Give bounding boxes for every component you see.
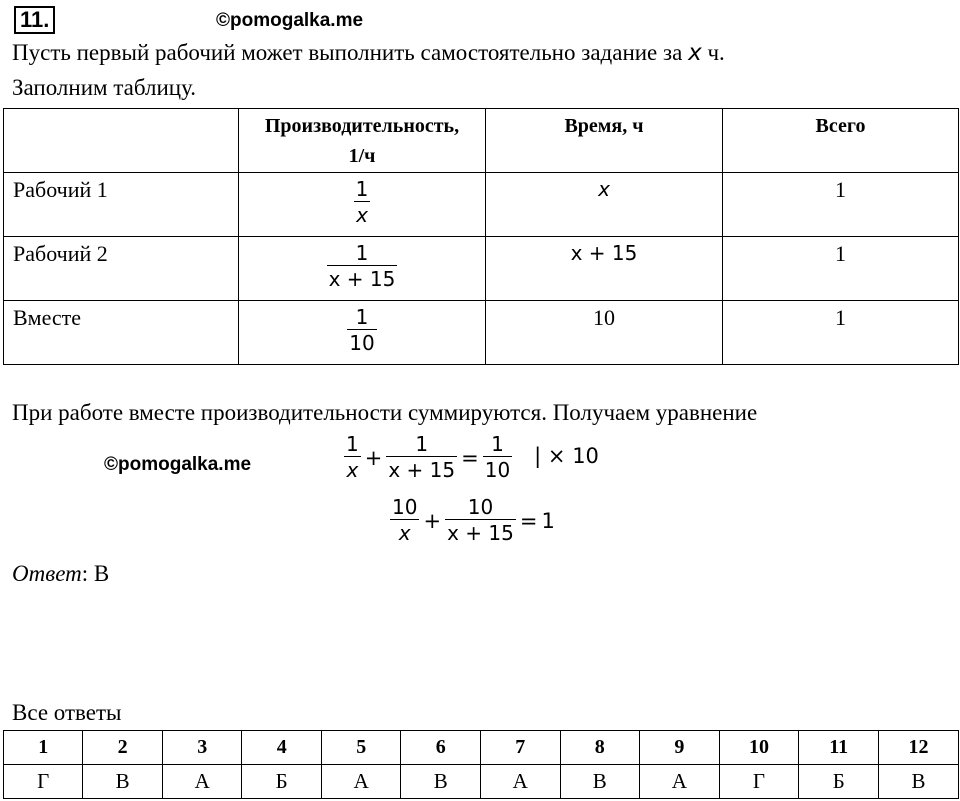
productivity-table bbox=[3, 108, 959, 365]
productivity-cell bbox=[239, 237, 486, 301]
plus-sign: + bbox=[364, 445, 383, 470]
all-answers-table bbox=[3, 730, 959, 799]
fraction bbox=[354, 177, 371, 228]
answer-letter: А bbox=[480, 765, 560, 799]
intro-line-2: Заполним таблицу. bbox=[12, 75, 197, 100]
intro-text-before: Пусть первый рабочий может выполнить самостоятельно задание за bbox=[12, 40, 689, 65]
row-label: Рабочий 2 bbox=[4, 237, 239, 301]
answer-colon: : bbox=[81, 561, 89, 586]
answer-number: 12 bbox=[879, 731, 959, 765]
productivity-cell bbox=[239, 301, 486, 365]
answer-letter: А bbox=[640, 765, 720, 799]
equals-sign: = bbox=[519, 508, 538, 533]
fraction bbox=[347, 305, 376, 356]
total-cell: 1 bbox=[723, 173, 959, 237]
answer-letter: Г bbox=[4, 765, 83, 799]
fraction bbox=[386, 432, 457, 483]
header-time: Время, ч bbox=[486, 109, 723, 173]
header-empty bbox=[4, 109, 239, 173]
answer-letter: Г bbox=[719, 765, 799, 799]
table-row bbox=[4, 173, 959, 237]
answers-number-row bbox=[4, 731, 959, 765]
header-productivity bbox=[239, 109, 486, 173]
answer-letter: Б bbox=[242, 765, 321, 799]
answer-letter: Б bbox=[799, 765, 879, 799]
answer-number: 7 bbox=[480, 731, 560, 765]
equals-sign: = bbox=[461, 445, 479, 470]
answer-letter: В bbox=[401, 765, 481, 799]
answer-letter: В bbox=[560, 765, 640, 799]
time-cell: x + 15 bbox=[486, 237, 723, 301]
equation-rhs: 1 bbox=[541, 508, 555, 533]
watermark-top: ©pomogalka.me bbox=[216, 10, 364, 31]
fraction-numerator: 1 bbox=[415, 432, 429, 456]
answer-label: Ответ bbox=[12, 561, 82, 586]
plus-sign: + bbox=[423, 508, 442, 533]
all-answers-title: Все ответы bbox=[12, 700, 122, 725]
fraction-denominator: x + 15 bbox=[447, 521, 514, 545]
fraction-denominator: x + 15 bbox=[328, 267, 396, 291]
answer-letter: В bbox=[83, 765, 163, 799]
equation-multiplier: | × 10 bbox=[534, 443, 599, 468]
header-total: Всего bbox=[723, 109, 959, 173]
answer-number: 10 bbox=[719, 731, 799, 765]
intro-text-after: ч. bbox=[701, 40, 725, 65]
fraction-numerator: 1 bbox=[355, 177, 369, 201]
fraction-denominator: x + 15 bbox=[388, 458, 456, 482]
answer-letter: А bbox=[162, 765, 242, 799]
fraction-denominator: x bbox=[356, 203, 368, 227]
fraction bbox=[327, 241, 398, 292]
answer-number: 2 bbox=[83, 731, 163, 765]
fraction-numerator: 1 bbox=[491, 432, 504, 456]
fraction-numerator: 1 bbox=[355, 305, 369, 329]
fraction bbox=[390, 495, 419, 546]
fraction-denominator: 10 bbox=[349, 331, 375, 355]
fraction-numerator: 10 bbox=[392, 495, 418, 519]
fraction-denominator: x bbox=[398, 521, 411, 545]
answers-letter-row bbox=[4, 765, 959, 799]
time-cell: x bbox=[486, 173, 723, 237]
total-cell: 1 bbox=[723, 301, 959, 365]
table-row bbox=[4, 237, 959, 301]
answer-number: 3 bbox=[162, 731, 242, 765]
fraction-denominator: x bbox=[346, 458, 359, 482]
total-cell: 1 bbox=[723, 237, 959, 301]
answer-number: 11 bbox=[799, 731, 879, 765]
equation-1 bbox=[344, 432, 599, 483]
explanation-text: При работе вместе производительности суммируются. Получаем уравнение bbox=[12, 400, 758, 425]
answer-number: 6 bbox=[401, 731, 481, 765]
row-label: Вместе bbox=[4, 301, 239, 365]
answer-letter: В bbox=[879, 765, 959, 799]
fraction-numerator: 1 bbox=[355, 241, 369, 265]
equation-2 bbox=[390, 495, 555, 546]
header-productivity-line2: 1/ч bbox=[348, 145, 376, 167]
intro-line-1 bbox=[12, 40, 725, 66]
watermark-middle: ©pomogalka.me bbox=[104, 454, 252, 475]
answer-line bbox=[12, 561, 109, 587]
answer-number: 4 bbox=[242, 731, 321, 765]
time-cell: 10 bbox=[486, 301, 723, 365]
answer-number: 9 bbox=[640, 731, 720, 765]
task-number: 11. bbox=[14, 6, 55, 34]
answer-number: 5 bbox=[321, 731, 401, 765]
table-row bbox=[4, 301, 959, 365]
fraction-numerator: 1 bbox=[346, 432, 359, 456]
answer-letter: А bbox=[321, 765, 401, 799]
productivity-cell bbox=[239, 173, 486, 237]
header-productivity-line1: Производительность, bbox=[264, 115, 460, 137]
answer-value: В bbox=[93, 561, 110, 586]
fraction bbox=[344, 432, 361, 483]
fraction bbox=[483, 432, 512, 483]
fraction-numerator: 10 bbox=[467, 495, 494, 519]
row-label: Рабочий 1 bbox=[4, 173, 239, 237]
answer-number: 1 bbox=[4, 731, 83, 765]
fraction bbox=[445, 495, 516, 546]
table-header-row bbox=[4, 109, 959, 173]
fraction-denominator: 10 bbox=[484, 458, 511, 482]
answer-number: 8 bbox=[560, 731, 640, 765]
intro-variable: x bbox=[688, 40, 702, 66]
